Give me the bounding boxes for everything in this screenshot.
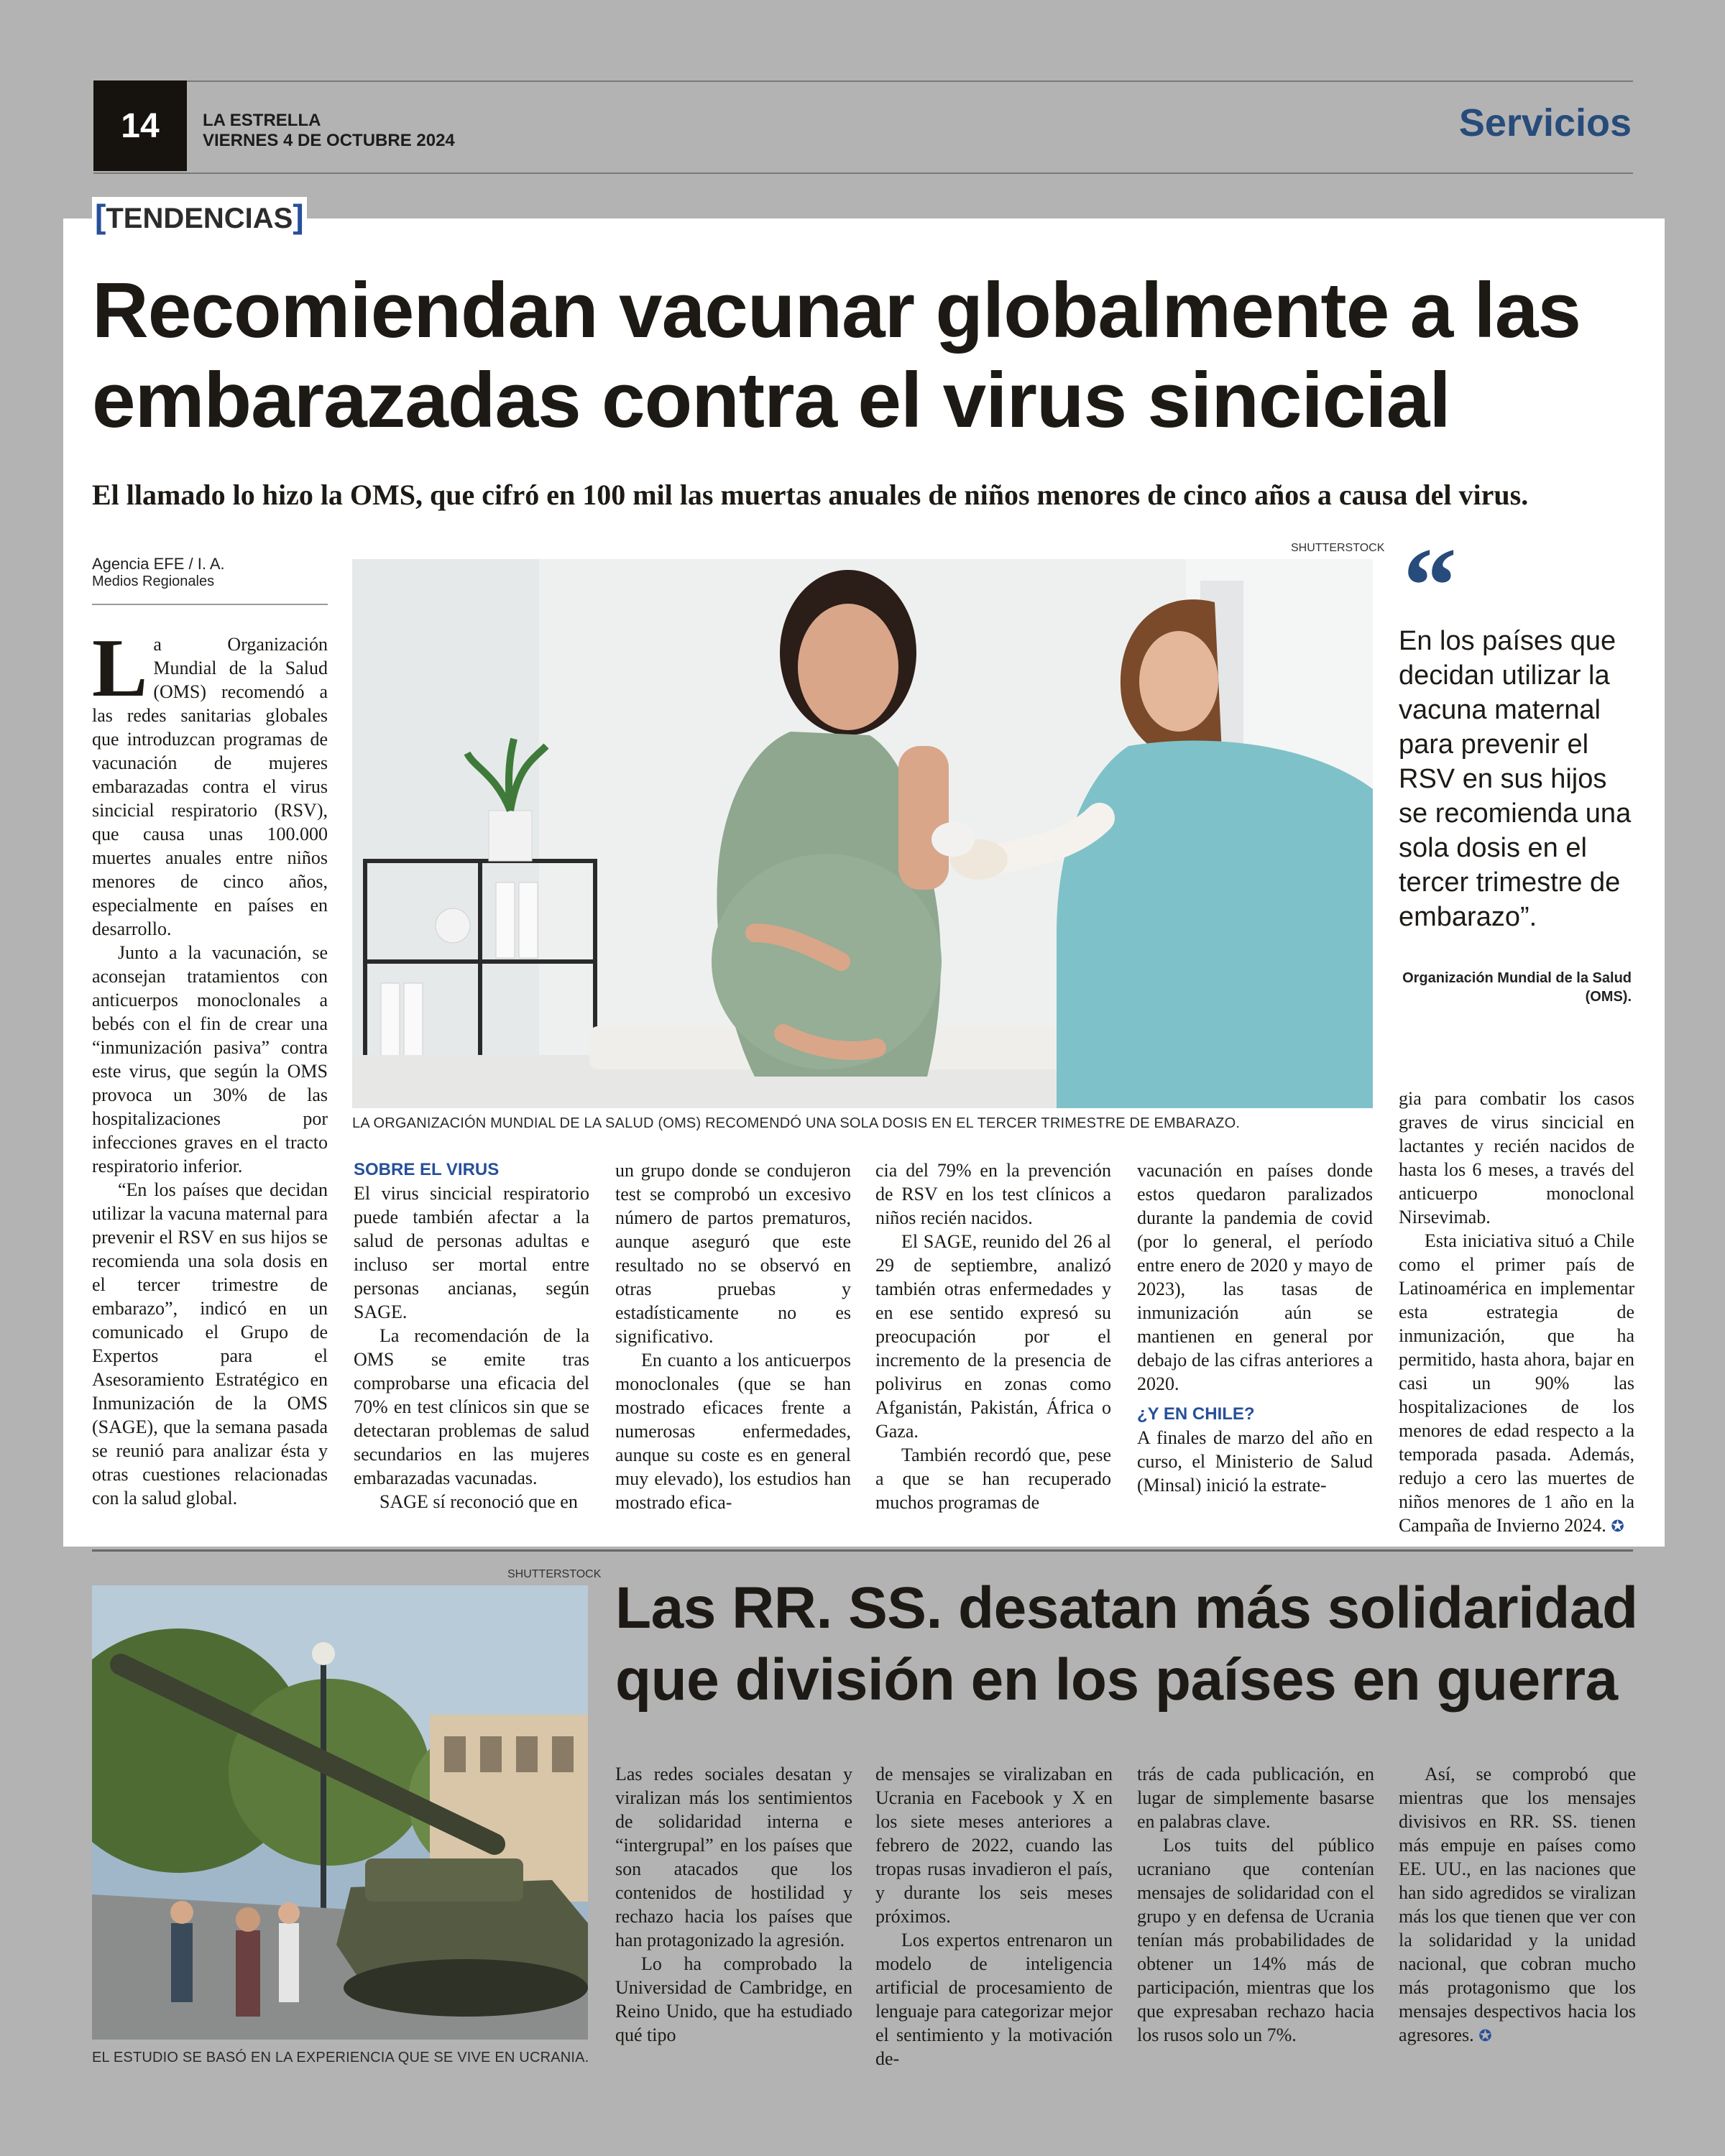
byline-rule [92, 604, 328, 605]
vaccination-photo [352, 559, 1373, 1108]
paragraph: El SAGE, reunido del 26 al 29 de septiembre, analizó también otras enfermedades y en ese sentido expresó su preocupación por el incremento de la presencia de polivirus en zonas como Afganistán, Pakistán, África o Gaza. [875, 1231, 1111, 1442]
paragraph: un grupo donde se condujeron test se comprobó un excesivo número de partos prematuros, aunque aseguró que este resultado no se observó en otras pruebas y estadísticamente no es significativo. [615, 1160, 851, 1347]
article-headline: Recomiendan vacunar globalmente a las embarazadas contra el virus sincicial [92, 267, 1581, 444]
article-column-2 [875, 1762, 1113, 2070]
photo-caption: EL ESTUDIO SE BASÓ EN LA EXPERIENCIA QUE SE VIVE EN UCRANIA. [92, 2050, 589, 2065]
paragraph: Los expertos entrenaron un modelo de inteligencia artificial de procesamiento de lenguaje para categorizar mejor el sentimiento y la motivación de- [875, 1930, 1113, 2069]
photo-caption: LA ORGANIZACIÓN MUNDIAL DE LA SALUD (OMS) RECOMENDÓ UNA SOLA DOSIS EN EL TERCER TRIMESTRE DE EMBARAZO. [352, 1115, 1241, 1131]
article-column-2 [354, 1158, 589, 1514]
article-column-6 [1399, 1087, 1634, 1539]
paragraph: Esta iniciativa situó a Chile como el primer país de Latinoamérica en implementar esta estrategia de inmunización, que ha permitido, hasta ahora, bajar en casi un 90% las hospitalizaciones de los menores de edad respecto a la temporada pasada. Además, redujo a cero las muertes de niños menores de 1 año en la Campaña de Invierno 2024. [1399, 1230, 1634, 1536]
paragraph: cia del 79% en la prevención de RSV en los test clínicos a niños recién nacidos. [875, 1160, 1111, 1228]
paragraph: Lo ha comprobado la Universidad de Cambridge, en Reino Unido, que ha estudiado qué tipo [615, 1953, 852, 2045]
article-column-1 [615, 1762, 852, 2047]
quote-source: Organización Mundial de la Salud (OMS). [1402, 970, 1632, 1005]
pull-quote: En los países que decidan utilizar la vacuna maternal para prevenir el RSV en sus hijos se recomienda una sola dosis en el tercer trimestre de embarazo”. [1399, 626, 1632, 932]
paragraph: También recordó que, pese a que se han recuperado muchos programas de [875, 1445, 1111, 1513]
article-column-1 [92, 622, 328, 1510]
vaccination-illustration [352, 559, 1373, 1108]
end-of-article-icon: ✪ [1478, 2027, 1492, 2045]
tank-street-illustration [92, 1585, 588, 2040]
paragraph: El virus sincicial respiratorio puede también afectar a la salud de personas adultas e incluso ser mortal entre personas ancianas, según SAGE. [354, 1183, 589, 1322]
paragraph: gia para combatir los casos graves de virus sincicial en lactantes y recién nacidos de hasta los 6 meses, a través del anticuerpo monoclonal Nirsevimab. [1399, 1088, 1634, 1227]
subhead: ¿Y EN CHILE? [1137, 1404, 1255, 1424]
article-column-4 [1399, 1762, 1636, 2048]
article-column-4 [875, 1158, 1111, 1514]
paragraph: “En los países que decidan utilizar la vacuna maternal para prevenir el RSV en sus hijos se recomienda una sola dosis en el tercer trimestre de embarazo”, indicó en un comunicado el Grupo de Expertos para el Asesoramiento Estratégico en Inmunización de la OMS (SAGE), que la semana pasada se reunió para analizar ésta y otras cuestiones relacionadas con la salud global. [92, 1179, 328, 1508]
article-column-3 [1137, 1762, 1374, 2047]
paragraph: En cuanto a los anticuerpos monoclonales (que se han mostrado eficaces frente a numerosas enfermedades, aunque su coste es en general muy elevado), los estudios han mostrado efica- [615, 1350, 851, 1513]
paragraph: Junto a la vacunación, se aconsejan tratamientos con anticuerpos monoclonales a bebés con el fin de crear una “inmunización pasiva” contra este virus, que según la OMS provoca un 30% de las hospitalizaciones por infecciones graves en el tracto respiratorio inferior. [92, 942, 328, 1176]
paragraph: de mensajes se viralizaban en Ucrania en Facebook y X en los siete meses anteriores a febrero de 2022, cuando las tropas rusas invadieron el país, y durante los seis meses próximos. [875, 1764, 1113, 1927]
subhead: SOBRE EL VIRUS [354, 1160, 500, 1179]
byline: Agencia EFE / I. A. [92, 555, 225, 573]
article-tag-label: TENDENCIAS [106, 203, 293, 234]
paragraph: vacunación en países donde estos quedaron paralizados durante la pandemia de covid (por lo general, el período entre enero de 2020 y mayo de 2023), las tasas de inmunización aún se mantienen en general por debajo de las cifras anteriores a 2020. [1137, 1160, 1373, 1394]
article-deck: El llamado lo hizo la OMS, que cifró en 100 mil las muertas anuales de niños menores de cinco años a causa del virus. [92, 479, 1529, 511]
article-column-3 [615, 1158, 851, 1514]
section-title: Servicios [1458, 101, 1632, 144]
paragraph: Los tuits del público ucraniano que contenían mensajes de solidaridad con el grupo y en defensa de Ucrania tenían más probabilidades de obtener un 14% más de participación, mientras que los que expresaban rechazo hacia los rusos solo un 7%. [1137, 1835, 1374, 2045]
ukraine-tank-photo [92, 1585, 588, 2040]
publication-name: LA ESTRELLA [203, 111, 321, 130]
paragraph: A finales de marzo del año en curso, el Ministerio de Salud (Minsal) inició la estrate- [1137, 1427, 1373, 1496]
paragraph: Así, se comprobó que mientras que los mensajes divisivos en RR. SS. tienen más empuje en países como EE. UU., en las naciones que han sido agredidos se viralizan más los que tienen que ver con la solidaridad y la unidad nacional, que cobran mucho más protagonismo que los mensajes despectivos hacia los agresores. [1399, 1764, 1636, 2045]
header-bottom-rule [93, 172, 1633, 174]
article-headline: Las RR. SS. desatan más solidaridad que división en los países en guerra [615, 1575, 1638, 1713]
byline-sub: Medios Regionales [92, 573, 215, 589]
page-number: 14 [93, 80, 187, 171]
article-divider [92, 1549, 1633, 1552]
paragraph: SAGE sí reconoció que en [380, 1491, 578, 1512]
quote-mark-icon: “ [1403, 526, 1457, 645]
article-tag: [TENDENCIAS] [92, 197, 307, 236]
header-top-rule [93, 80, 1633, 82]
paragraph: La recomendación de la OMS se emite tras comprobarse una eficacia del 70% en test clínicos sin que se detectaran problemas de salud secundarios en las mujeres embarazadas vacunadas. [354, 1325, 589, 1488]
article-column-5 [1137, 1158, 1373, 1497]
paragraph: Las redes sociales desatan y viralizan más los sentimientos de solidaridad interna e “intergrupal” en los países que son atacados que los contenidos de hostilidad y rechazo hacia los países que han protagonizado la agresión. [615, 1764, 852, 1950]
paragraph: a Organización Mundial de la Salud (OMS) recomendó a las redes sanitarias globales que introduzcan programas de vacunación de mujeres embarazadas contra el virus sincicial respiratorio (RSV), que causa unas 100.000 muertes anuales entre niños menores de cinco años, especialmente en países en desarrollo. [92, 634, 328, 939]
end-of-article-icon: ✪ [1611, 1518, 1624, 1536]
drop-cap: L [92, 622, 148, 714]
paragraph: trás de cada publicación, en lugar de simplemente basarse en palabras clave. [1137, 1764, 1374, 1832]
photo-credit: SHUTTERSTOCK [507, 1568, 602, 1580]
publication-date: VIERNES 4 DE OCTUBRE 2024 [203, 131, 455, 150]
photo-credit: SHUTTERSTOCK [1291, 542, 1385, 554]
